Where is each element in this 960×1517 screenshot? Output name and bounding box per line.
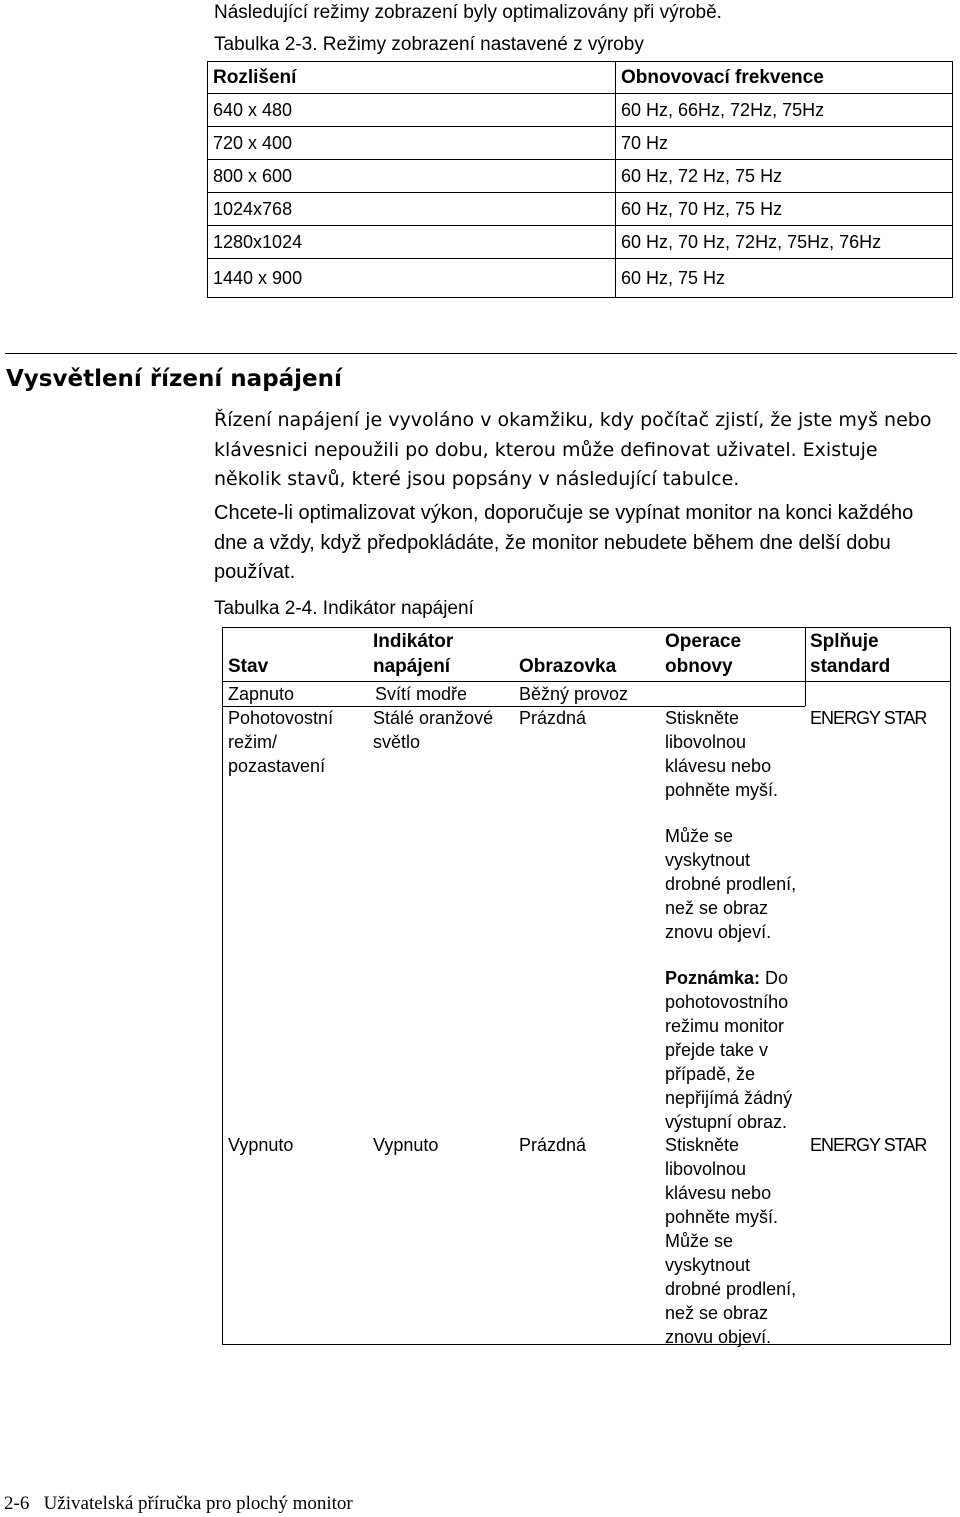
row-standby-screen: Prázdná — [519, 708, 587, 728]
note-line: výstupní obraz. — [665, 1112, 788, 1132]
header-stav: Stav — [228, 656, 269, 677]
row-off-operation — [665, 1133, 796, 1349]
note-label: Poznámka: — [665, 968, 761, 988]
header-standard-line1: Splňuje — [810, 631, 879, 652]
page-footer: 2-6 Uživatelská příručka pro plochý monitor — [4, 1493, 353, 1514]
section-divider — [5, 353, 957, 354]
operation-line: klávesu nebo — [665, 1183, 772, 1203]
row-standby-indicator — [373, 706, 493, 754]
resolution-cell: 800 x 600 — [208, 160, 616, 193]
operation-line: klávesu nebo — [665, 756, 772, 776]
intro-text: Následující režimy zobrazení byly optimalizovány při výrobě. — [214, 2, 722, 23]
row-on-indicator: Svítí modře — [375, 684, 468, 704]
header-resolution: Rozlišení — [208, 62, 616, 94]
table2-caption: Tabulka 2-4. Indikátor napájení — [214, 598, 474, 619]
row-standby-operation-a — [665, 706, 778, 802]
table-row — [208, 193, 953, 226]
note-first-text: Do — [760, 968, 789, 988]
indicator-line: světlo — [373, 732, 421, 752]
header-refresh-rate: Obnovovací frekvence — [616, 62, 953, 94]
operation-line: drobné prodlení, — [665, 874, 797, 894]
section-paragraph-2: Chcete-li optimalizovat výkon, doporučuje se vypínat monitor na konci každého dne a vždy, když předpokládáte, že monitor nebudete během dne delší dobu používat. — [214, 502, 914, 583]
resolution-cell: 1024x768 — [208, 193, 616, 226]
operation-line: vyskytnout — [665, 1255, 751, 1275]
resolution-cell: 1280x1024 — [208, 226, 616, 259]
operation-line: znovu objeví. — [665, 922, 772, 942]
note-line: nepřijímá žádný — [665, 1088, 793, 1108]
resolution-cell: 1440 x 900 — [208, 259, 616, 298]
table-row — [208, 259, 953, 298]
operation-line: drobné prodlení, — [665, 1279, 797, 1299]
display-modes-table — [207, 61, 953, 298]
row-on-state: Zapnuto — [228, 684, 295, 704]
refresh-cell: 70 Hz — [616, 127, 953, 160]
row-off-state: Vypnuto — [228, 1135, 294, 1155]
refresh-cell: 60 Hz, 70 Hz, 72Hz, 75Hz, 76Hz — [616, 226, 953, 259]
operation-line: libovolnou — [665, 1159, 747, 1179]
operation-line: než se obraz — [665, 1303, 769, 1323]
resolution-cell: 640 x 480 — [208, 94, 616, 127]
operation-line: Stiskněte — [665, 708, 740, 728]
indicator-line: Stálé oranžové — [373, 708, 494, 728]
refresh-cell: 60 Hz, 75 Hz — [616, 259, 953, 298]
state-line: režim/ — [228, 732, 277, 752]
note-line: případě, že — [665, 1064, 756, 1084]
note-line: pohotovostního — [665, 992, 789, 1012]
state-line: Pohotovostní — [228, 708, 334, 728]
table1-caption: Tabulka 2-3. Režimy zobrazení nastavené z výroby — [214, 34, 644, 55]
operation-line: Může se — [665, 826, 734, 846]
column-divider — [805, 628, 806, 706]
operation-line: pohněte myší. — [665, 780, 779, 800]
note-line: přejde take v — [665, 1040, 769, 1060]
refresh-cell: 60 Hz, 72 Hz, 75 Hz — [616, 160, 953, 193]
operation-line: pohněte myší. — [665, 1207, 779, 1227]
row-standby-operation-b — [665, 824, 796, 944]
table-row — [208, 94, 953, 127]
operation-line: Může se — [665, 1231, 734, 1251]
header-operation-line2: obnovy — [665, 656, 733, 677]
header-operation-line1: Operace — [665, 631, 742, 652]
row-on-screen: Běžný provoz — [519, 684, 629, 704]
table-header-row — [208, 62, 953, 94]
power-indicator-table — [222, 627, 951, 1345]
table-row — [208, 127, 953, 160]
row-standby-note — [665, 966, 792, 1134]
row-standby-state — [228, 706, 333, 778]
table-row — [208, 226, 953, 259]
header-indicator-line1: Indikátor — [373, 631, 454, 652]
state-line: pozastavení — [228, 756, 326, 776]
row-off-indicator: Vypnuto — [373, 1135, 439, 1155]
row-off-screen: Prázdná — [519, 1135, 587, 1155]
header-standard-line2: standard — [810, 656, 891, 677]
section-title: Vysvětlení řízení napájení — [6, 366, 342, 392]
header-screen: Obrazovka — [519, 656, 617, 677]
header-indicator-line2: napájení — [373, 656, 451, 677]
resolution-cell: 720 x 400 — [208, 127, 616, 160]
row-off-standard: ENERGY STAR — [810, 1135, 927, 1155]
note-line: režimu monitor — [665, 1016, 785, 1036]
operation-line: znovu objeví. — [665, 1327, 772, 1347]
refresh-cell: 60 Hz, 66Hz, 72Hz, 75Hz — [616, 94, 953, 127]
section-paragraph-1: Řízení napájení je vyvoláno v okamžiku, kdy počítač zjistí, že jste myš nebo klávesnici nepoužili po dobu, kterou může definovat uživatel. Existuje několik stavů, které jsou popsány v následující tabulce. — [214, 409, 932, 490]
row-standby-standard: ENERGY STAR — [810, 708, 927, 728]
operation-line: než se obraz — [665, 898, 769, 918]
operation-line: libovolnou — [665, 732, 747, 752]
operation-line: vyskytnout — [665, 850, 751, 870]
operation-line: Stiskněte — [665, 1135, 740, 1155]
note-first-line — [665, 966, 792, 990]
table-row — [208, 160, 953, 193]
refresh-cell: 60 Hz, 70 Hz, 75 Hz — [616, 193, 953, 226]
